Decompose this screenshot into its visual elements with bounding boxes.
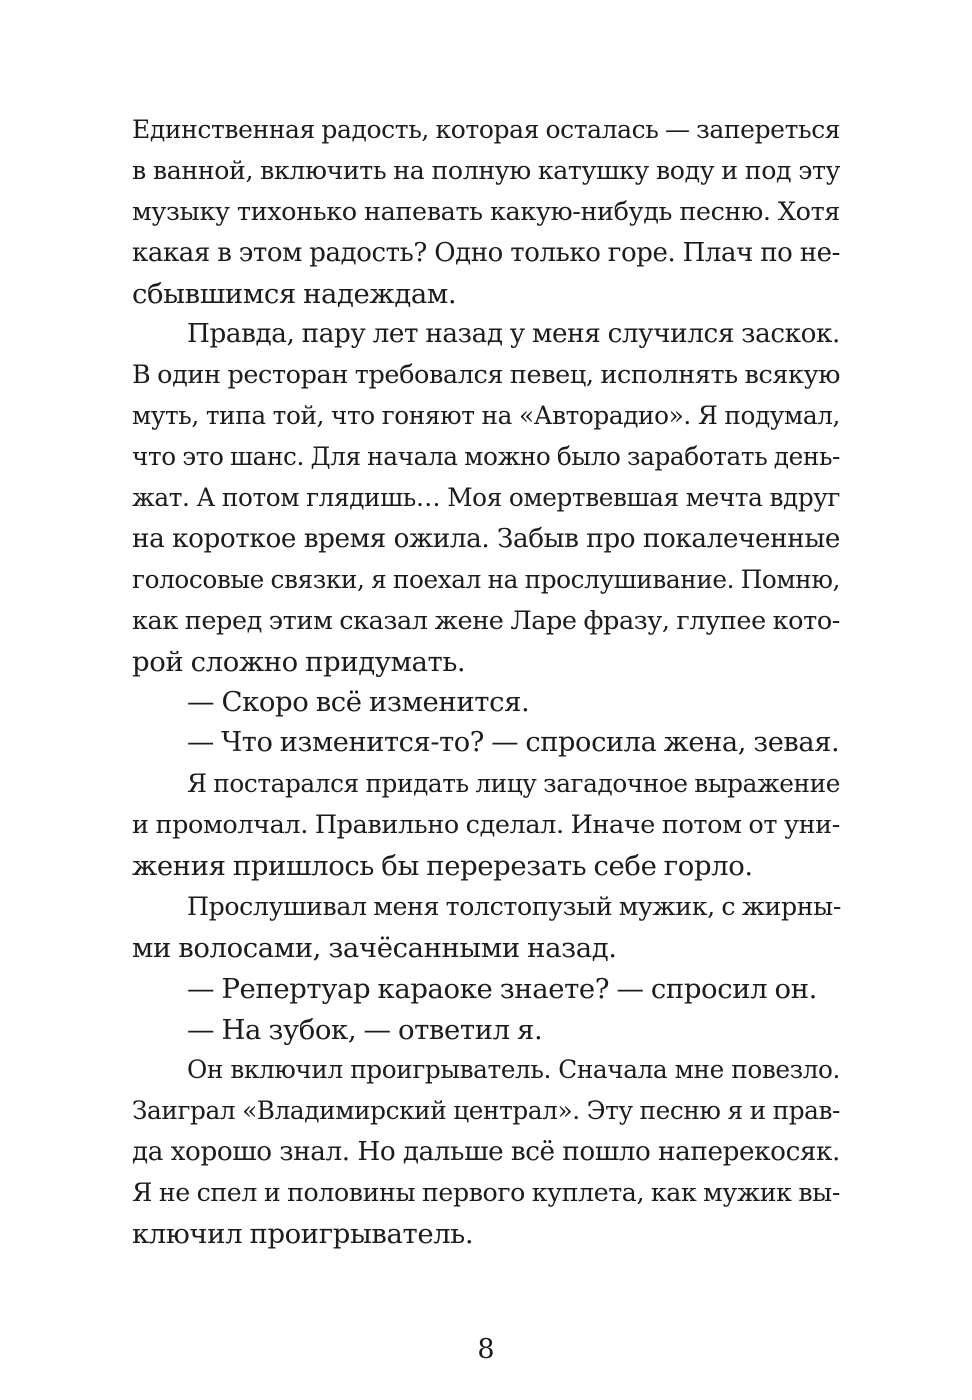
text-line: Он включил проигрыватель. Сначала мне повезло.: [187, 1055, 840, 1085]
text-line: какая в этом радость? Одно только горе. Плач по не-: [132, 237, 840, 268]
text-line: ми волосами, зачёсанными назад.: [132, 931, 617, 964]
text-line: Я не спел и половины первого куплета, как мужик вы-: [132, 1178, 840, 1208]
text-line: да хорошо знал. Но дальше всё пошло наперекосяк.: [132, 1137, 840, 1168]
text-line: и промолчал. Правильно сделал. Иначе потом от уни-: [132, 810, 840, 841]
page-number: 8: [477, 1334, 495, 1365]
text-line: жения пришлось бы перерезать себе горло.: [132, 850, 753, 883]
text-line: в ванной, включить на полную катушку воду и под эту: [132, 155, 840, 185]
text-line: жат. А потом глядишь… Моя омертвевшая мечта вдруг: [132, 483, 840, 513]
dialogue-line: — Репертуар караоке знаете? — спросил он.: [187, 972, 817, 1005]
body-text: [132, 110, 840, 1255]
text-line: что это шанс. Для начала можно было заработать день-: [132, 442, 840, 472]
text-line: В один ресторан требовался певец, исполнять всякую: [132, 360, 840, 391]
text-line: Прослушивал меня толстопузый мужик, с жирны-: [187, 891, 841, 921]
text-line: Правда, пару лет назад у меня случился заскок.: [187, 319, 840, 350]
text-line: голосовые связки, я поехал на прослушивание. Помню,: [132, 564, 840, 594]
dialogue-line: — На зубок, — ответил я.: [187, 1013, 543, 1046]
text-line: Единственная радость, которая осталась — запереться: [132, 115, 841, 144]
text-line: Я постарался придать лицу загадочное выражение: [187, 769, 840, 799]
text-line: на короткое время ожила. Забыв про покалеченные: [132, 523, 840, 554]
text-line: Заиграл «Владимирский централ». Эту песню я и прав-: [132, 1096, 840, 1126]
text-line: сбывшимся надеждам.: [132, 277, 457, 310]
text-line: ключил проигрыватель.: [132, 1218, 474, 1251]
dialogue-line: — Скоро всё изменится.: [187, 686, 530, 719]
text-line: как перед этим сказал жене Ларе фразу, глупее кото-: [132, 605, 840, 636]
text-line: музыку тихонько напевать какую-нибудь песню. Хотя: [132, 196, 840, 227]
dialogue-line: — Что изменится-то? — спросила жена, зевая.: [187, 727, 840, 759]
text-line: рой сложно придумать.: [132, 645, 466, 678]
text-line: муть, типа той, что гоняют на «Авторадио». Я подумал,: [132, 401, 840, 431]
